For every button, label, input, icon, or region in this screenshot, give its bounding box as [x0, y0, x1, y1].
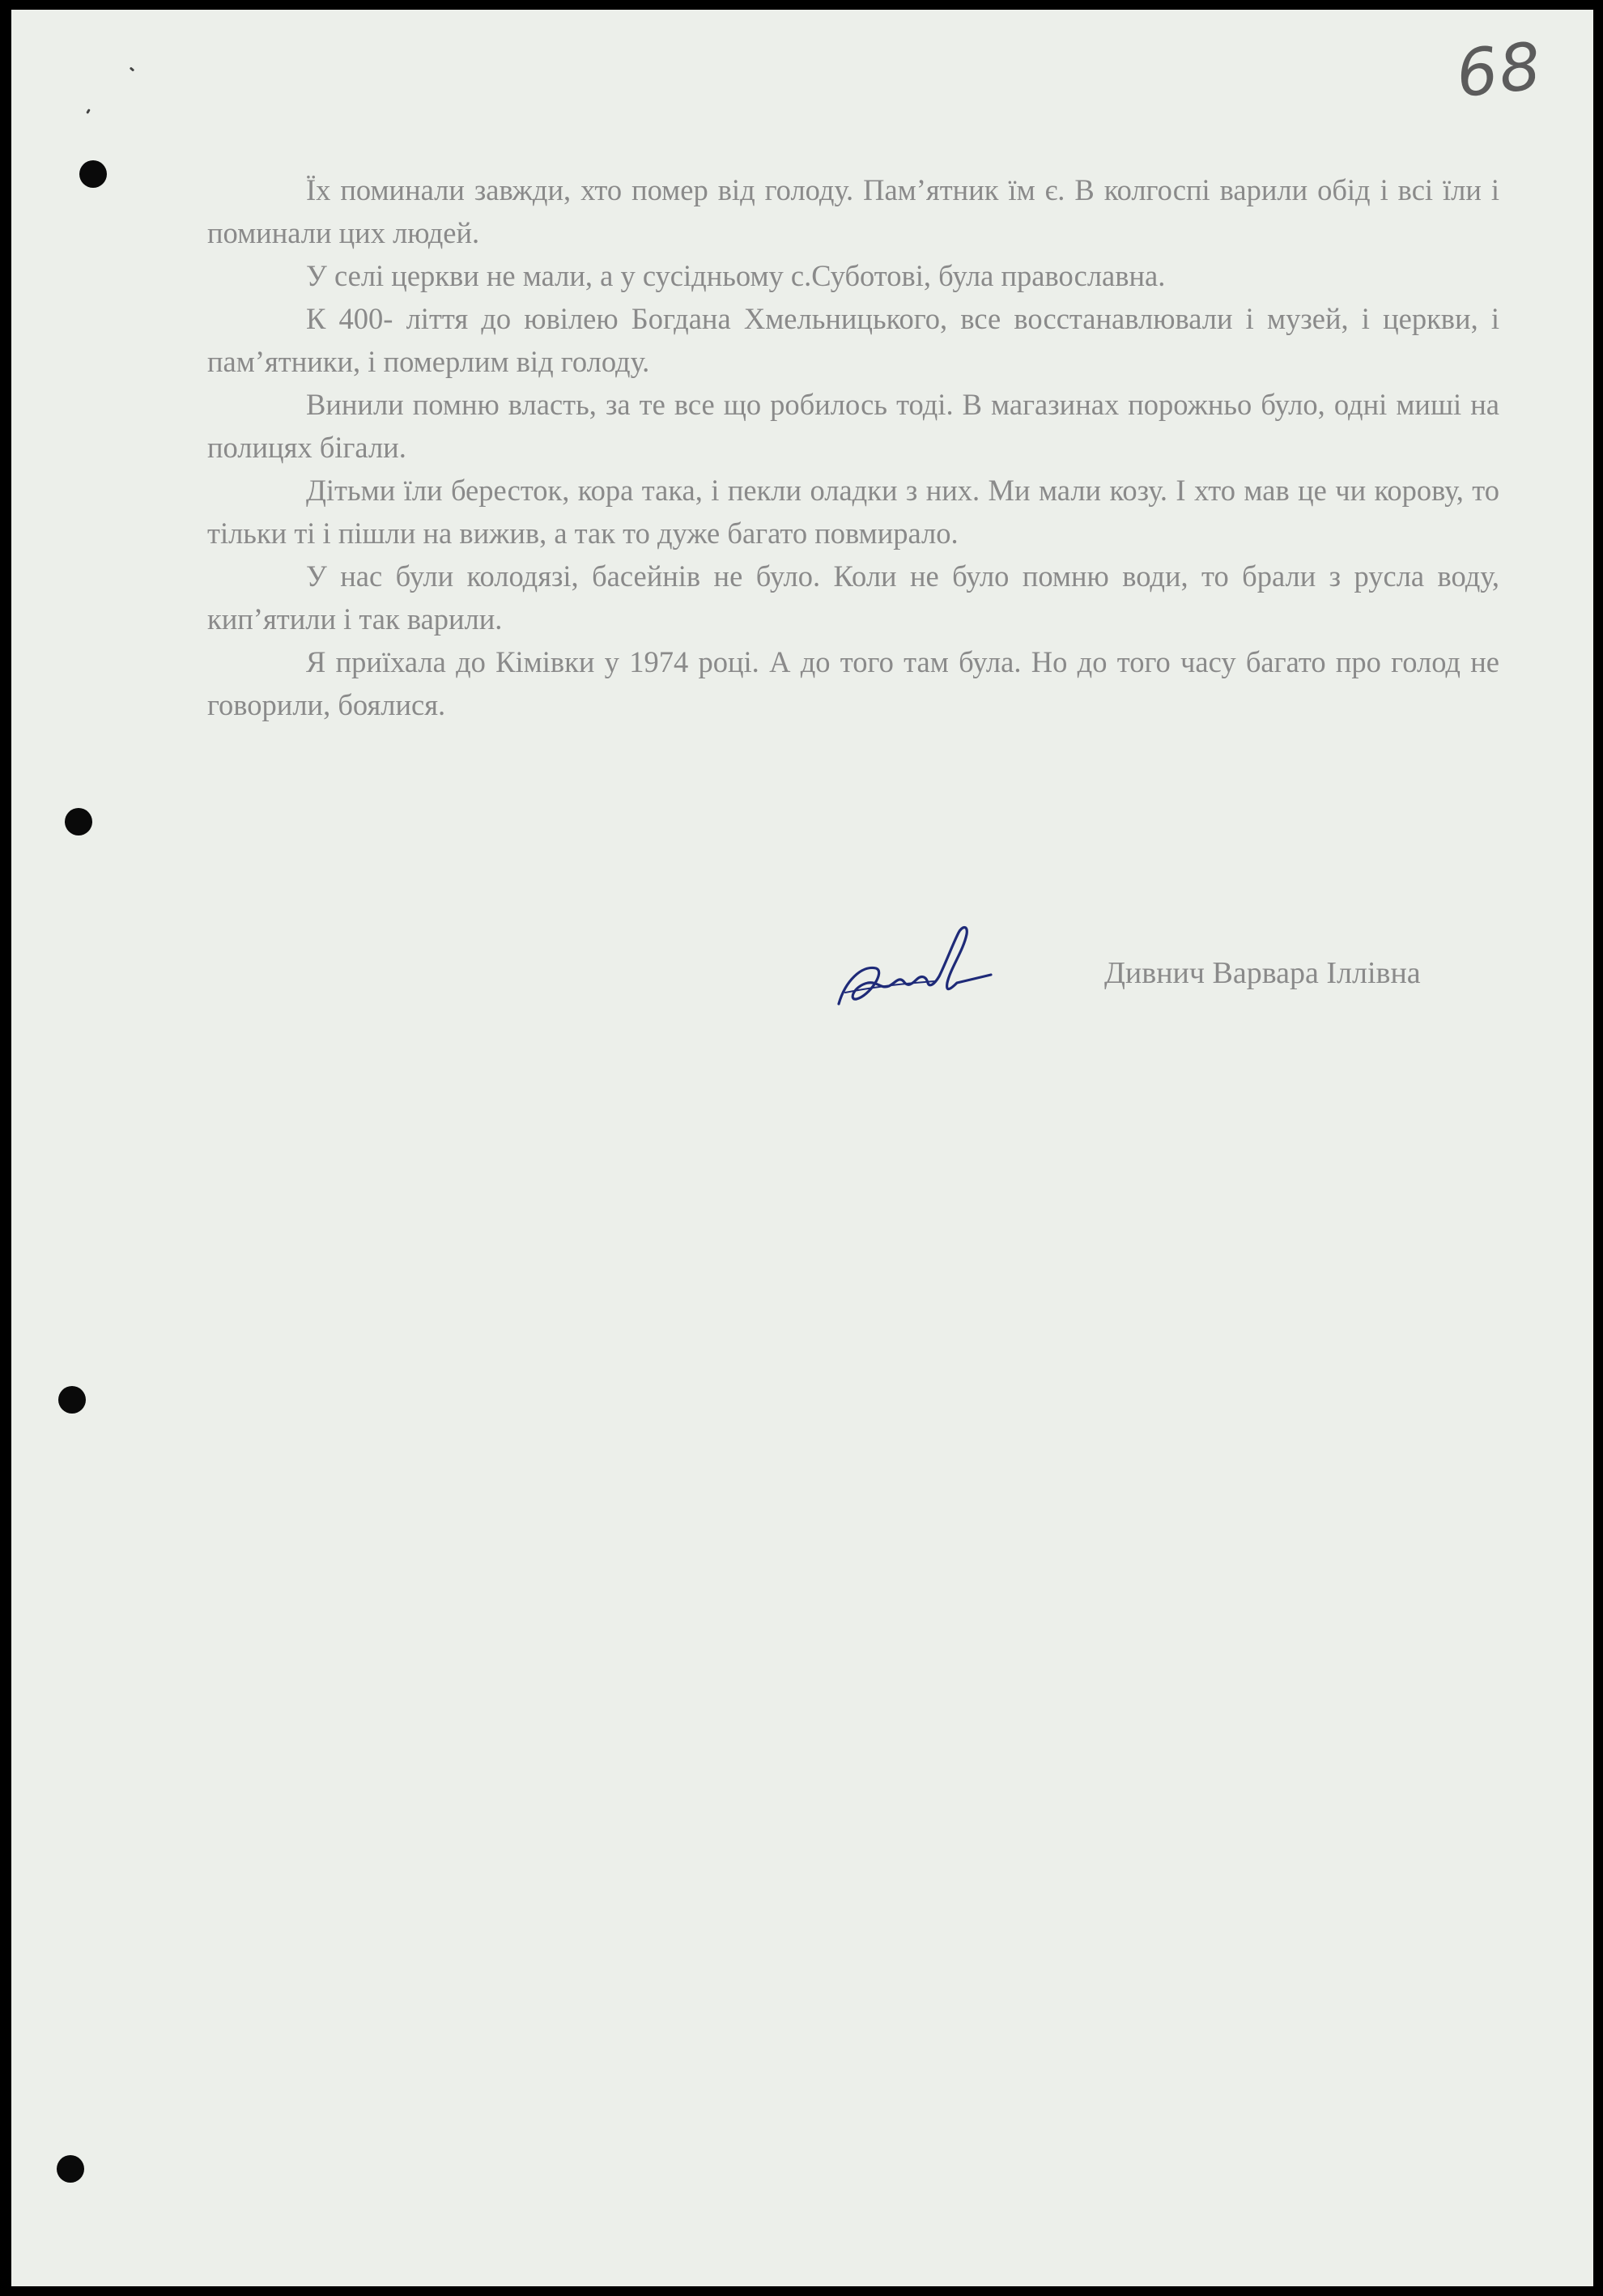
paragraph: Їх поминали завжди, хто помер від голоду. Пам’ятник їм є. В колгоспі варили обід і всі їли і поминали цих людей.	[207, 173, 1499, 249]
paragraph: Дітьми їли бересток, кора така, і пекли оладки з них. Ми мали козу. І хто мав це чи корову, то тільки ті і пішли на вижив, а так то дуже багато повмирало.	[207, 474, 1499, 550]
paragraph: Винили помню власть, за те все що робилось тоді. В магазинах порожньо було, одні миші на полицях бігали.	[207, 388, 1499, 464]
punch-hole-4	[57, 2155, 84, 2183]
punch-hole-3	[58, 1386, 86, 1414]
document-page	[11, 10, 1593, 2286]
signer-name: Дивнич Варвара Іллівна	[1104, 956, 1421, 990]
paragraph: Я приїхала до Кімівки у 1974 році. А до того там була. Но до того часу багато про голод не говорили, боялися.	[207, 645, 1499, 721]
body-text	[207, 168, 1499, 726]
signature-stroke	[839, 928, 991, 1005]
page-number: 68	[1452, 28, 1546, 113]
punch-hole-1	[79, 160, 107, 188]
stray-mark	[86, 108, 91, 114]
paragraph: У нас були колодязі, басейнів не було. Коли не було помню води, то брали з русла воду, кип’ятили і так варили.	[207, 559, 1499, 636]
paragraph: К 400- ліття до ювілею Богдана Хмельницького, все восстанавлювали і музей, і церкви, і пам’ятники, і померлим від голоду.	[207, 302, 1499, 378]
punch-hole-2	[65, 808, 92, 835]
stray-mark	[130, 66, 135, 71]
handwritten-signature	[829, 908, 999, 1022]
paragraph: У селі церкви не мали, а у сусідньому с.Суботові, була православна.	[306, 259, 1166, 292]
